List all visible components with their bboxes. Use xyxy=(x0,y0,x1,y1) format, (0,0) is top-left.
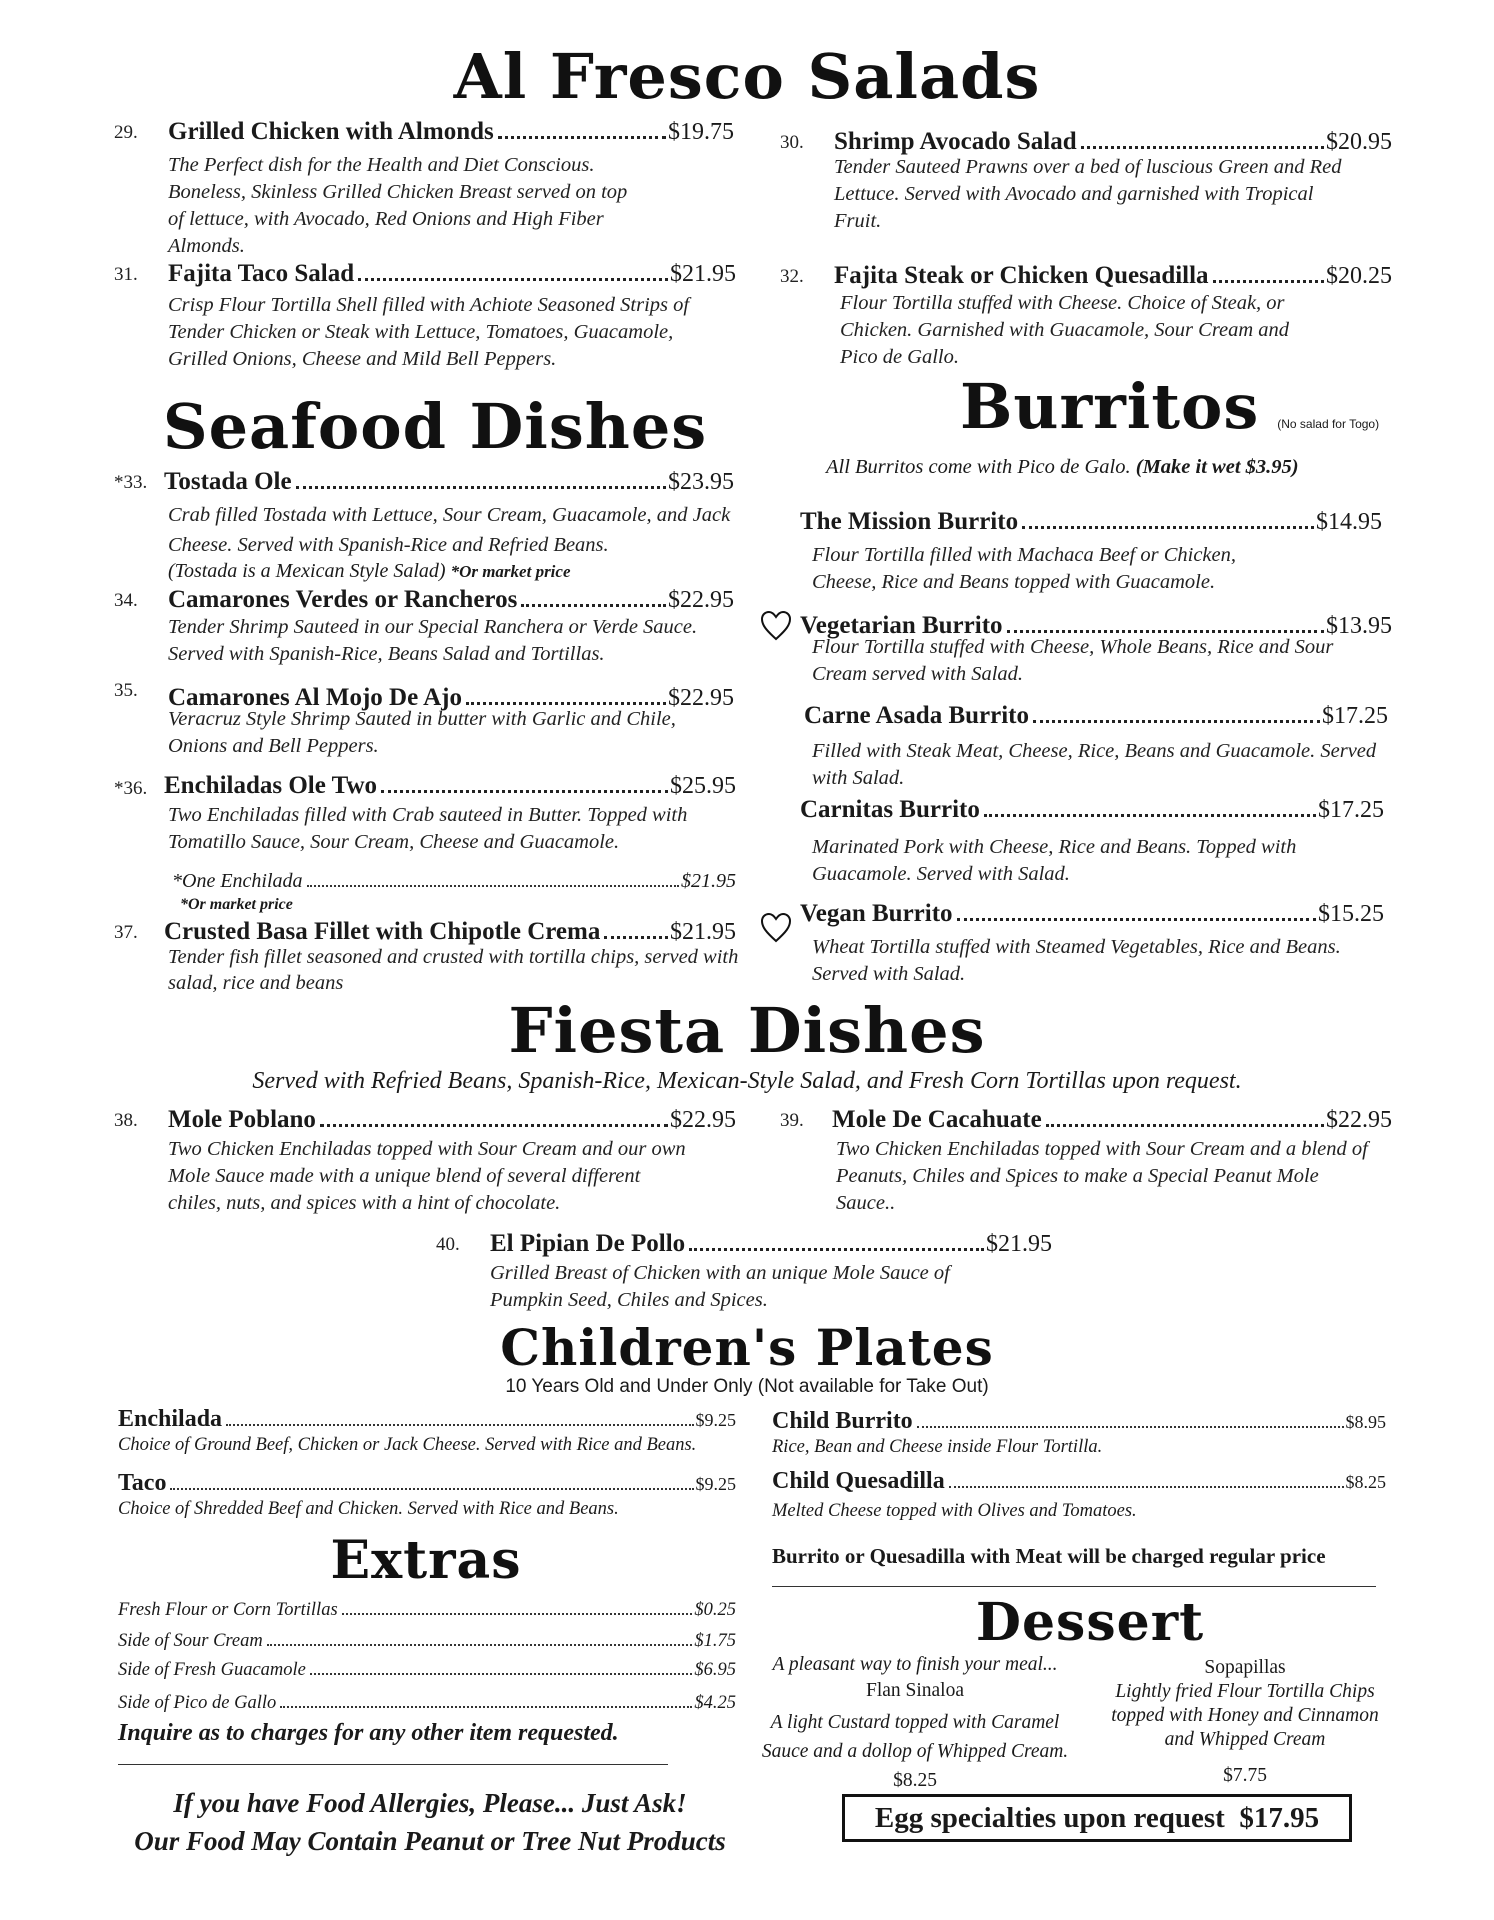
item-price: $8.25 xyxy=(1345,1472,1386,1492)
item-price: $9.25 xyxy=(695,1474,736,1494)
egg-specialties-box xyxy=(842,1794,1352,1842)
fiesta-title: Fiesta Dishes xyxy=(508,994,986,1067)
extra-item: Side of Pico de Gallo $4.25 xyxy=(118,1693,736,1713)
child-taco xyxy=(118,1470,736,1530)
item-price: $23.95 xyxy=(668,469,734,495)
burritos-title: Burritos xyxy=(960,370,1260,443)
item-name: Fajita Steak or Chicken Quesadilla xyxy=(834,262,1209,289)
market-price-note: *Or market price xyxy=(450,562,571,581)
child-quesadilla xyxy=(772,1468,1386,1528)
item-price: $19.75 xyxy=(668,119,734,145)
item-price: $22.95 xyxy=(670,1107,736,1133)
salads-title: Al Fresco Salads xyxy=(453,40,1041,113)
item-price: $13.95 xyxy=(1326,613,1392,639)
market-price-note: *Or market price xyxy=(180,896,293,913)
item-description: Wheat Tortilla stuffed with Steamed Vegetables, Rice and Beans. Served with Salad. xyxy=(812,936,1341,985)
divider xyxy=(772,1586,1376,1587)
item-price: $14.95 xyxy=(1316,509,1382,535)
item-price: $21.95 xyxy=(670,919,736,945)
item-number: 31. xyxy=(114,264,138,285)
item-description: Two Enchiladas filled with Crab sauteed in Butter. Topped with Tomatillo Sauce, Sour Cream, Cheese and Guacamole. xyxy=(168,804,688,853)
item-price: $22.95 xyxy=(1326,1107,1392,1133)
seafood-title: Seafood Dishes xyxy=(162,390,708,463)
item-name: Camarones Al Mojo De Ajo xyxy=(168,684,462,711)
item-price: $25.95 xyxy=(670,773,736,799)
menu-item-38 xyxy=(114,1106,736,1216)
item-name: Mole Poblano xyxy=(168,1106,316,1133)
item-price: $21.95 xyxy=(986,1231,1052,1257)
menu-item-31 xyxy=(114,260,736,370)
item-description: Flour Tortilla filled with Machaca Beef or Chicken, Cheese, Rice and Beans topped with Guacamole. xyxy=(812,544,1237,593)
item-number: 32. xyxy=(780,266,804,287)
menu-item-29 xyxy=(114,118,734,258)
item-name: Child Burrito xyxy=(772,1408,913,1434)
item-description: Veracruz Style Shrimp Sauted in butter with Garlic and Chile, Onions and Bell Peppers. xyxy=(168,708,676,757)
burrito-mission xyxy=(800,508,1382,593)
item-description: Grilled Breast of Chicken with an unique Mole Sauce of Pumpkin Seed, Chiles and Spices. xyxy=(490,1262,950,1311)
item-name: Child Quesadilla xyxy=(772,1468,945,1494)
item-note: (Tostada is a Mexican Style Salad) xyxy=(168,560,446,582)
item-number: *36. xyxy=(114,778,148,799)
flan-price: $8.25 xyxy=(893,1770,937,1791)
item-price: $20.95 xyxy=(1326,129,1392,155)
item-price: $8.95 xyxy=(1345,1412,1386,1432)
extras-title: Extras xyxy=(330,1530,522,1591)
dessert-intro: A pleasant way to finish your meal... xyxy=(772,1654,1058,1675)
item-description: Choice of Shredded Beef and Chicken. Served with Rice and Beans. xyxy=(118,1499,619,1519)
dessert-flan xyxy=(760,1652,1070,1795)
item-number: 37. xyxy=(114,922,138,943)
item-description: Filled with Steak Meat, Cheese, Rice, Beans and Guacamole. Served with Salad. xyxy=(812,740,1377,789)
extra-item: Fresh Flour or Corn Tortillas $0.25 xyxy=(118,1600,736,1620)
menu-item-33 xyxy=(114,468,734,588)
item-description: Choice of Ground Beef, Chicken or Jack Cheese. Served with Rice and Beans. xyxy=(118,1435,697,1455)
item-number: 30. xyxy=(780,132,804,153)
burrito-carne-asada xyxy=(804,702,1388,792)
dessert-sopapillas xyxy=(1100,1656,1390,1788)
menu-item-34 xyxy=(114,586,734,666)
children-title: Children's Plates xyxy=(500,1318,994,1377)
burrito-carnitas xyxy=(800,796,1384,896)
dessert-title: Dessert xyxy=(975,1592,1205,1653)
item-description: Melted Cheese topped with Olives and Tomatoes. xyxy=(772,1501,1137,1521)
item-price: $22.95 xyxy=(668,685,734,711)
item-name: Crusted Basa Fillet with Chipotle Crema xyxy=(164,918,601,945)
children-subtitle: 10 Years Old and Under Only (Not available for Take Out) xyxy=(505,1376,989,1397)
item-name: Tostada Ole xyxy=(164,468,292,495)
item-name: Enchiladas Ole Two xyxy=(164,772,378,799)
burrito-vegan xyxy=(800,900,1384,990)
burritos-intro: All Burritos come with Pico de Galo. (Make it wet $3.95) xyxy=(826,456,1299,478)
item-name: Grilled Chicken with Almonds xyxy=(168,118,494,145)
menu-item-37 xyxy=(114,918,739,998)
menu-item-32 xyxy=(780,262,1392,372)
sub-item-price: $21.95 xyxy=(681,870,736,892)
sopapillas-price: $7.75 xyxy=(1223,1765,1267,1786)
item-name: El Pipian De Pollo xyxy=(490,1230,686,1257)
child-enchilada xyxy=(118,1406,736,1466)
extras-list xyxy=(118,1600,736,1719)
item-description: The Perfect dish for the Health and Diet Conscious. Boneless, Skinless Grilled Chicken Breast served on top of lettuce, with Avocado, Red Onions and High Fiber Almonds. xyxy=(168,154,628,257)
item-price: $17.25 xyxy=(1318,797,1384,823)
extras-inquire: Inquire as to charges for any other item requested. xyxy=(118,1720,619,1746)
sopapillas-description: Lightly fried Flour Tortilla Chips topped with Honey and Cinnamon and Whipped Cream xyxy=(1111,1681,1379,1750)
item-number: 39. xyxy=(780,1110,804,1131)
flan-description: A light Custard topped with Caramel Sauce and a dollop of Whipped Cream. xyxy=(761,1712,1069,1762)
item-name: Mole De Cacahuate xyxy=(832,1106,1042,1133)
item-name: Camarones Verdes or Rancheros xyxy=(168,586,518,613)
item-name: Carne Asada Burrito xyxy=(804,702,1029,729)
children-meat-note: Burrito or Quesadilla with Meat will be charged regular price xyxy=(772,1544,1326,1568)
item-price: $15.25 xyxy=(1318,901,1384,927)
item-description: Crisp Flour Tortilla Shell filled with Achiote Seasoned Strips of Tender Chicken or Steak with Lettuce, Tomatoes, Guacamole, Grilled Onions, Cheese and Mild Bell Peppers. xyxy=(168,294,690,370)
item-name: Enchilada xyxy=(118,1406,223,1432)
menu-item-36 xyxy=(114,772,736,912)
fiesta-subtitle: Served with Refried Beans, Spanish-Rice, Mexican-Style Salad, and Fresh Corn Tortillas upon request. xyxy=(252,1068,1242,1094)
egg-label: Egg specialties upon request xyxy=(874,1801,1225,1834)
item-description: Rice, Bean and Cheese inside Flour Tortilla. xyxy=(772,1437,1103,1457)
item-description: Flour Tortilla stuffed with Cheese. Choice of Steak, or Chicken. Garnished with Guacamole, Sour Cream and Pico de Gallo. xyxy=(840,292,1290,368)
allergy-notice: If you have Food Allergies, Please... Just Ask! Our Food May Contain Peanut or Tree Nut Products xyxy=(134,1788,726,1856)
item-name: Vegan Burrito xyxy=(800,900,953,927)
item-number: *33. xyxy=(114,472,148,493)
item-price: $17.25 xyxy=(1322,703,1388,729)
sub-item-name: *One Enchilada xyxy=(172,870,303,892)
item-name: Fajita Taco Salad xyxy=(168,260,355,287)
menu-item-35 xyxy=(114,680,734,760)
menu-item-30 xyxy=(780,128,1392,238)
item-price: $20.25 xyxy=(1326,263,1392,289)
item-price: $9.25 xyxy=(695,1410,736,1430)
item-name: Carnitas Burrito xyxy=(800,796,980,823)
item-description: Tender Sauteed Prawns over a bed of luscious Green and Red Lettuce. Served with Avocado and garnished with Tropical Fruit. xyxy=(834,156,1342,232)
item-description: Two Chicken Enchiladas topped with Sour Cream and a blend of Peanuts, Chiles and Spices to make a Special Peanut Mole Sauce.. xyxy=(836,1138,1368,1214)
vegetarian-heart-icon xyxy=(760,610,792,647)
item-description: Crab filled Tostada with Lettuce, Sour Cream, Guacamole, and Jack Cheese. Served with Spanish-Rice and Refried Beans. xyxy=(168,504,731,556)
menu-item-40 xyxy=(436,1230,1052,1310)
egg-price: $17.95 xyxy=(1239,1801,1320,1834)
vegan-heart-icon xyxy=(760,912,792,949)
item-name: Vegetarian Burrito xyxy=(800,612,1003,639)
item-price: $22.95 xyxy=(668,587,734,613)
item-number: 38. xyxy=(114,1110,138,1131)
flan-name: Flan Sinaloa xyxy=(865,1680,965,1701)
item-description: Marinated Pork with Cheese, Rice and Beans. Topped with Guacamole. Served with Salad. xyxy=(812,836,1297,885)
child-burrito xyxy=(772,1408,1386,1468)
item-number: 29. xyxy=(114,122,138,143)
item-number: 40. xyxy=(436,1234,460,1255)
extra-item: Side of Sour Cream $1.75 xyxy=(118,1631,736,1651)
menu-item-39 xyxy=(780,1106,1392,1216)
item-number: 35. xyxy=(114,680,138,701)
item-description: Tender fish fillet seasoned and crusted with tortilla chips, served with salad, rice and beans xyxy=(168,946,739,994)
item-number: 34. xyxy=(114,590,138,611)
divider xyxy=(118,1764,668,1765)
extra-item: Side of Fresh Guacamole $6.95 xyxy=(118,1660,736,1680)
item-name: The Mission Burrito xyxy=(800,508,1019,535)
item-description: Flour Tortilla stuffed with Cheese, Whole Beans, Rice and Sour Cream served with Salad. xyxy=(812,636,1334,685)
item-price: $21.95 xyxy=(670,261,736,287)
sopapillas-name: Sopapillas xyxy=(1204,1657,1286,1678)
item-name: Shrimp Avocado Salad xyxy=(834,128,1077,155)
item-name: Taco xyxy=(118,1470,167,1496)
item-description: Two Chicken Enchiladas topped with Sour Cream and our own Mole Sauce made with a unique blend of several different chiles, nuts, and spices with a hint of chocolate. xyxy=(168,1138,686,1214)
item-description: Tender Shrimp Sauteed in our Special Ranchera or Verde Sauce. Served with Spanish-Rice, Beans Salad and Tortillas. xyxy=(168,616,698,665)
burrito-vegetarian xyxy=(800,612,1392,692)
burritos-note: (No salad for Togo) xyxy=(1277,417,1380,432)
